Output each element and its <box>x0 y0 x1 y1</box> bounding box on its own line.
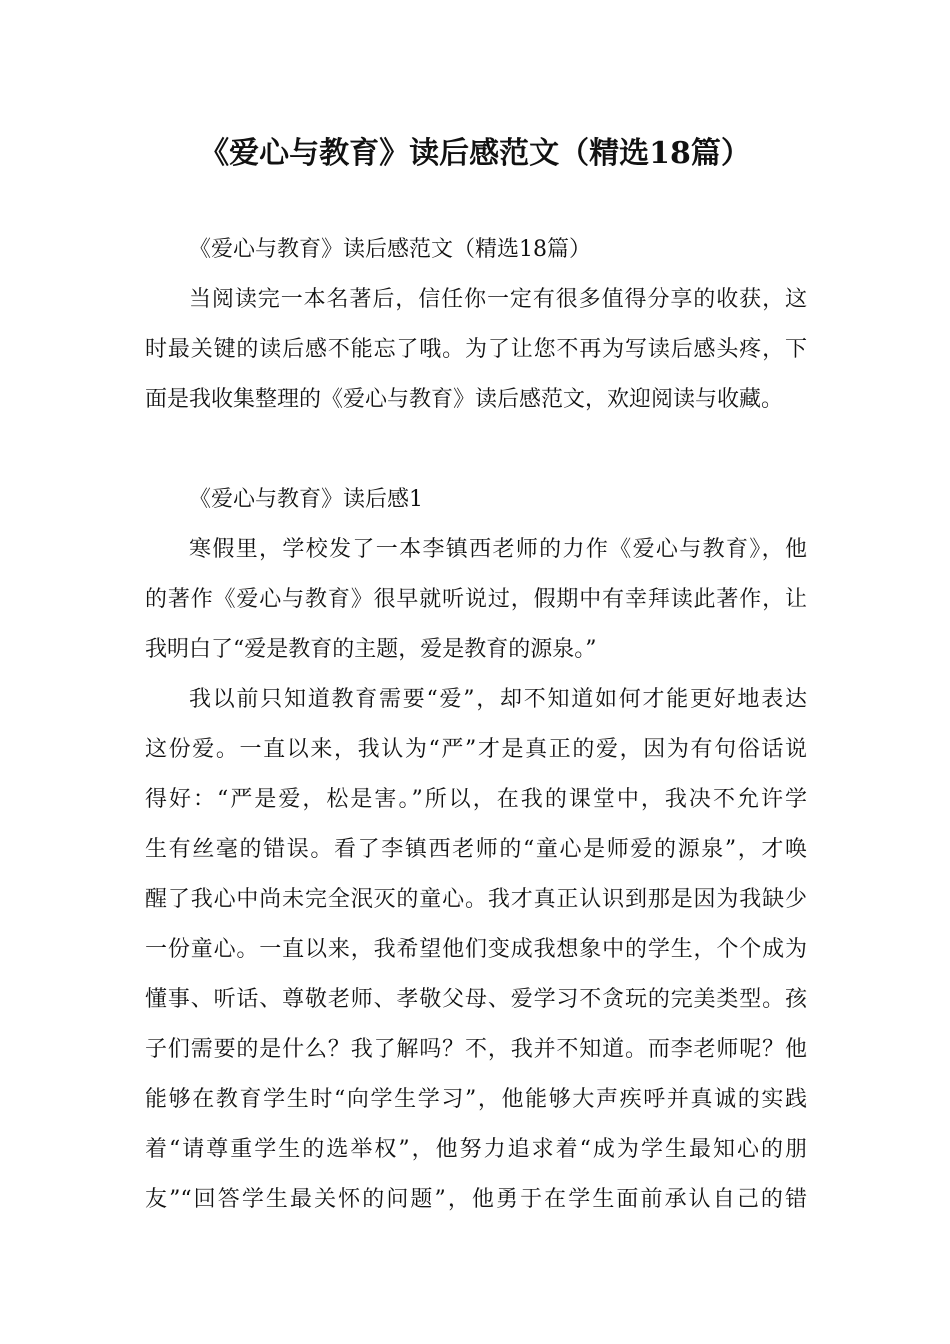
paragraph-line: 的著作《爱心与教育》很早就听说过，假期中有幸拜读此著作，让 <box>145 587 807 612</box>
paragraph-line: 着“请尊重学生的选举权”，他努力追求着“成为学生最知心的朋 <box>145 1137 807 1162</box>
document-subtitle: 《爱心与教育》读后感范文（精选18篇） <box>189 237 591 262</box>
document-title: 《爱心与教育》读后感范文（精选18篇） <box>199 136 751 171</box>
paragraph-line: 寒假里，学校发了一本李镇西老师的力作《爱心与教育》，他 <box>189 537 807 562</box>
paragraph-1 <box>145 525 807 675</box>
paragraph-line: 得好：“严是爱，松是害。”所以，在我的课堂中，我决不允许学 <box>145 787 807 812</box>
paragraph-line: 面是我收集整理的《爱心与教育》读后感范文，欢迎阅读与收藏。 <box>145 387 784 412</box>
paragraph-line: 子们需要的是什么？我了解吗？不，我并不知道。而李老师呢？他 <box>145 1037 807 1062</box>
paragraph-line: 生有丝毫的错误。看了李镇西老师的“童心是师爱的源泉”，才唤 <box>145 837 807 862</box>
section-heading: 《爱心与教育》读后感1 <box>189 487 423 512</box>
section-heading-block <box>145 475 807 525</box>
paragraph-line: 一份童心。一直以来，我希望他们变成我想象中的学生，个个成为 <box>145 937 807 962</box>
paragraph-line: 这份爱。一直以来，我认为“严”才是真正的爱，因为有句俗话说 <box>145 737 807 762</box>
paragraph-2 <box>145 675 807 1225</box>
intro-paragraph <box>145 275 807 425</box>
paragraph-line: 懂事、听话、尊敬老师、孝敬父母、爱学习不贪玩的完美类型。孩 <box>145 987 807 1012</box>
paragraph-line: 醒了我心中尚未完全泯灭的童心。我才真正认识到那是因为我缺少 <box>145 887 807 912</box>
paragraph-line: 友”“回答学生最关怀的问题”，他勇于在学生面前承认自己的错 <box>145 1187 807 1212</box>
paragraph-line: 我明白了“爱是教育的主题，爱是教育的源泉。” <box>145 637 597 662</box>
paragraph-line: 当阅读完一本名著后，信任你一定有很多值得分享的收获，这 <box>189 287 807 312</box>
document-subtitle-block <box>145 225 807 275</box>
paragraph-line: 我以前只知道教育需要“爱”，却不知道如何才能更好地表达 <box>189 687 807 712</box>
paragraph-line: 能够在教育学生时“向学生学习”，他能够大声疾呼并真诚的实践 <box>145 1087 807 1112</box>
paragraph-line: 时最关键的读后感不能忘了哦。为了让您不再为写读后感头疼，下 <box>145 337 807 362</box>
